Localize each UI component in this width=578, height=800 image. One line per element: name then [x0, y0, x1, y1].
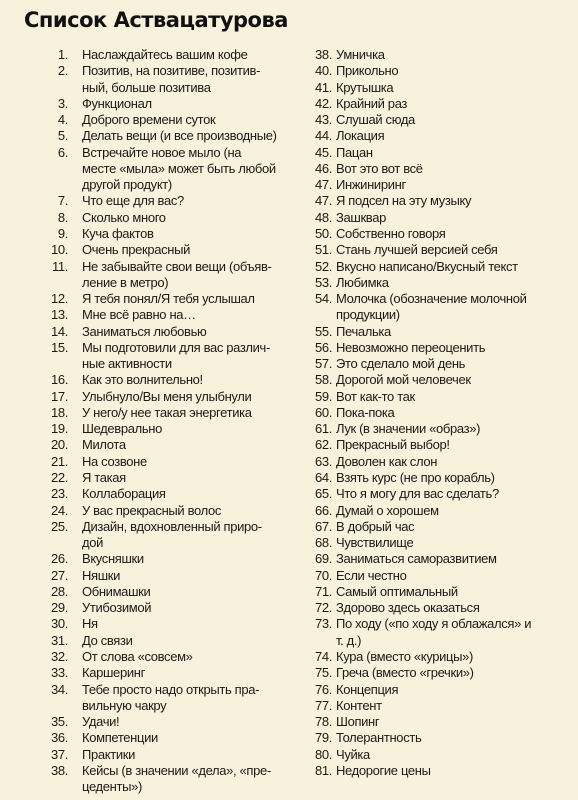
list-item-text: Пока-пока [336, 404, 395, 420]
list-item-number: 5. [57, 128, 68, 144]
list-item-text: Шедеврально [82, 421, 162, 437]
list-item-text: Дизайн, вдохновленный приро- [82, 518, 262, 534]
list-item-number: 37. [50, 746, 68, 762]
list-item-number: 72. [314, 600, 332, 616]
list-item-number: 35. [50, 714, 68, 730]
list-item-number: 67. [314, 518, 332, 534]
list-item-text: Молочка (обозначение молочной [336, 291, 527, 307]
list-item-text: Печалька [336, 323, 391, 339]
list-item-text: Удачи! [82, 714, 120, 730]
list-item-number: 74. [314, 648, 332, 664]
list-item-text: Здорово здесь оказаться [336, 600, 480, 616]
list-item-number: 19. [50, 421, 68, 437]
list-item-number: 53. [314, 274, 332, 290]
list-item-text: Я подсел на эту музыку [336, 193, 472, 209]
list-item-text: Доволен как слон [336, 453, 438, 469]
list-item-text: Локация [336, 128, 385, 144]
list-item-number: 78. [314, 714, 332, 730]
list-item-number: 68. [314, 535, 332, 551]
list-item-text: В добрый час [336, 518, 415, 534]
list-item-number: 25. [50, 518, 68, 534]
list-item-text: дой [82, 535, 104, 551]
list-item-text: Милота [82, 437, 126, 453]
list-item-text: От слова «совсем» [82, 648, 193, 664]
list-item-text: Мы подготовили для вас различ- [82, 339, 270, 355]
list-item-number: 60. [314, 404, 332, 420]
list-item-text: До связи [82, 632, 133, 648]
list-item-number: 69. [314, 551, 332, 567]
list-item-text: Доброго времени суток [82, 112, 216, 128]
page-title: Список Аствацатурова [24, 8, 288, 32]
list-item-number: 46. [314, 160, 332, 176]
list-item-text: Любимка [336, 274, 389, 290]
list-item-number: 27. [50, 567, 68, 583]
list-item-text: Стань лучшей версией себя [336, 242, 498, 258]
list-item-text: Каршеринг [82, 665, 145, 681]
list-item-number: 11. [51, 258, 68, 274]
list-item-number: 48. [314, 209, 332, 225]
list-item-text: Невозможно переоценить [336, 339, 486, 355]
list-item-number: 15. [50, 339, 68, 355]
list-item-text: вильную чакру [82, 697, 167, 713]
list-item-text: Дорогой мой человечек [336, 372, 471, 388]
list-item-number: 42. [314, 95, 332, 111]
list-item-text: цеденты») [82, 779, 142, 795]
list-item-text: Заниматься саморазвитием [336, 551, 497, 567]
list-item-text: Функционал [82, 95, 152, 111]
list-item-number: 38. [314, 47, 332, 62]
list-item-number: 9. [57, 225, 68, 241]
list-item-text: Тебе просто надо открыть пра- [82, 681, 260, 697]
list-item-text: Слушай сюда [336, 112, 415, 128]
list-item-number: 38. [50, 762, 68, 778]
list-item-text: другой продукт) [82, 177, 172, 193]
list-item-number: 65. [314, 486, 332, 502]
list-item-text: Как это волнительно! [82, 372, 203, 388]
list-item-number: 4. [57, 112, 68, 128]
list-item-text: Заниматься любовью [82, 323, 207, 339]
list-item-number: 81. [314, 762, 332, 778]
list-item-number: 76. [314, 681, 332, 697]
list-item-text: Вкусно написано/Вкусный текст [336, 258, 518, 274]
list-item-number: 56. [314, 339, 332, 355]
list-item-number: 58. [314, 372, 332, 388]
list-item-number: 79. [314, 730, 332, 746]
list-item-number: 41. [314, 79, 332, 95]
list-item-number: 13. [50, 307, 68, 323]
list-item-text: По ходу («по ходу я облажался» и [336, 616, 532, 632]
list-item-text: Практики [82, 746, 136, 762]
list-item-number: 44. [314, 128, 332, 144]
list-item-number: 61. [314, 421, 332, 437]
list-item-text: Если честно [336, 567, 407, 583]
list-item-text: Очень прекрасный [82, 242, 191, 258]
list-item-number: 70. [314, 567, 332, 583]
list-item-text: Прекрасный выбор! [336, 437, 450, 453]
list-item-text: Взять курс (не про корабль) [336, 470, 495, 486]
list-item-number: 3. [57, 95, 68, 111]
list-item-text: Ня [82, 616, 98, 632]
list-item-text: Кейсы (в значении «дела», «пре- [82, 762, 271, 778]
list-item-number: 34. [50, 681, 68, 697]
list-item-text: Вот как-то так [336, 388, 415, 404]
list-item-number: 80. [314, 746, 332, 762]
list-item-number: 18. [50, 404, 68, 420]
list-item-text: Самый оптимальный [336, 583, 458, 599]
list-item-text: ление в метро) [82, 274, 169, 290]
list-item-number: 40. [314, 63, 332, 79]
list-item-text: Няшки [82, 567, 121, 583]
list-item-number: 57. [314, 356, 332, 372]
list-item-text: Думай о хорошем [336, 502, 439, 518]
list-item-text: Крутышка [336, 79, 394, 95]
list-item-text: Лук (в значении «образ») [336, 421, 481, 437]
list-item-text: Контент [336, 697, 382, 713]
list-item-text: Компетенции [82, 730, 158, 746]
list-item-text: Сколько много [82, 209, 166, 225]
list-item-number: 47. [314, 193, 332, 209]
list-item-number: 16. [50, 372, 68, 388]
list-item-text: Умничка [336, 47, 385, 62]
list-item-text: Чуйка [336, 746, 370, 762]
list-item-number: 7. [57, 193, 68, 209]
list-item-text: Инжиниринг [336, 177, 406, 193]
list-item-number: 36. [50, 730, 68, 746]
list-item-text: Крайний раз [336, 95, 408, 111]
list-item-text: Наслаждайтесь вашим кофе [82, 47, 248, 62]
list-item-number: 26. [50, 551, 68, 567]
list-item-number: 59. [314, 388, 332, 404]
list-item-text: У него/у нее такая энергетика [82, 404, 252, 420]
list-item-text: Я тебя понял/Я тебя услышал [82, 291, 255, 307]
list-item-number: 14. [50, 323, 68, 339]
list-item-number: 22. [50, 470, 68, 486]
list-item-text: месте «мыла» может быть любой [82, 160, 276, 176]
list-item-number: 77. [314, 697, 332, 713]
list-item-number: 12. [50, 291, 68, 307]
list-item-number: 50. [314, 225, 332, 241]
list-item-text: Кура (вместо «курицы») [336, 648, 473, 664]
list-item-text: У вас прекрасный волос [82, 502, 221, 518]
list-item-number: 24. [50, 502, 68, 518]
list-item-text: Я такая [82, 470, 126, 486]
list-item-number: 63. [314, 453, 332, 469]
list-item-number: 64. [314, 470, 332, 486]
list-item-text: Вот это вот всё [336, 160, 423, 176]
list-item-number: 66. [314, 502, 332, 518]
list-item-number: 33. [50, 665, 68, 681]
list-item-text: продукции) [336, 307, 400, 323]
list-item-text: Зашквар [336, 209, 386, 225]
list-item-text: Прикольно [336, 63, 399, 79]
list-item-text: Куча фактов [82, 225, 154, 241]
list-item-text: Греча (вместо «гречки») [336, 665, 474, 681]
list-item-number: 62. [314, 437, 332, 453]
list-item-text: Делать вещи (и все производные) [82, 128, 277, 144]
list-item-number: 71. [314, 583, 332, 599]
list-item-text: ный, больше позитива [82, 79, 211, 95]
list-item-text: ные активности [82, 356, 172, 372]
list-item-text: Толерантность [336, 730, 422, 746]
list-item-text: Встречайте новое мыло (на [82, 144, 242, 160]
list-item-number: 51. [314, 242, 332, 258]
list-item-text: т. д.) [336, 632, 362, 648]
list-item-text: Недорогие цены [336, 762, 431, 778]
list-item-text: Собственно говоря [336, 225, 446, 241]
list-item-text: Шопинг [336, 714, 380, 730]
list-item-number: 29. [50, 600, 68, 616]
list-item-text: Это сделало мой день [336, 356, 466, 372]
list-item-text: Что я могу для вас сделать? [336, 486, 499, 502]
list-item-number: 47. [314, 177, 332, 193]
list-item-number: 73. [314, 616, 332, 632]
list-item-text: Вкусняшки [82, 551, 144, 567]
list-item-number: 20. [50, 437, 68, 453]
list-item-text: На созвоне [82, 453, 147, 469]
list-item-number: 1. [57, 47, 68, 62]
list-item-number: 10. [50, 242, 68, 258]
list-item-number: 43. [314, 112, 332, 128]
list-item-text: Концепция [336, 681, 399, 697]
list-item-number: 17. [50, 388, 68, 404]
list-item-number: 52. [314, 258, 332, 274]
list-item-number: 8. [57, 209, 68, 225]
list-item-number: 54. [314, 291, 332, 307]
list-item-number: 2. [57, 63, 68, 79]
list-item-text: Мне всё равно на… [82, 307, 196, 323]
list-item-number: 32. [50, 648, 68, 664]
list-item-text: Что еще для вас? [82, 193, 184, 209]
list-item-text: Утибозимой [82, 600, 152, 616]
list-item-text: Пацан [336, 144, 373, 160]
list-item-text: Чувствилище [336, 535, 414, 551]
list-item-number: 6. [57, 144, 68, 160]
list-item-number: 75. [314, 665, 332, 681]
list-item-number: 23. [50, 486, 68, 502]
list-item-number: 31. [50, 632, 68, 648]
list-item-number: 45. [314, 144, 332, 160]
list-item-text: Коллаборация [82, 486, 166, 502]
list-item-number: 55. [314, 323, 332, 339]
list-item-number: 30. [50, 616, 68, 632]
list-item-text: Улыбнуло/Вы меня улыбнули [82, 388, 252, 404]
list-item-number: 28. [50, 583, 68, 599]
list-item-text: Позитив, на позитиве, позитив- [82, 63, 261, 79]
list-item-number: 21. [50, 453, 68, 469]
list-item-text: Не забывайте свои вещи (объяв- [82, 258, 272, 274]
list-item-text: Обнимашки [82, 583, 151, 599]
